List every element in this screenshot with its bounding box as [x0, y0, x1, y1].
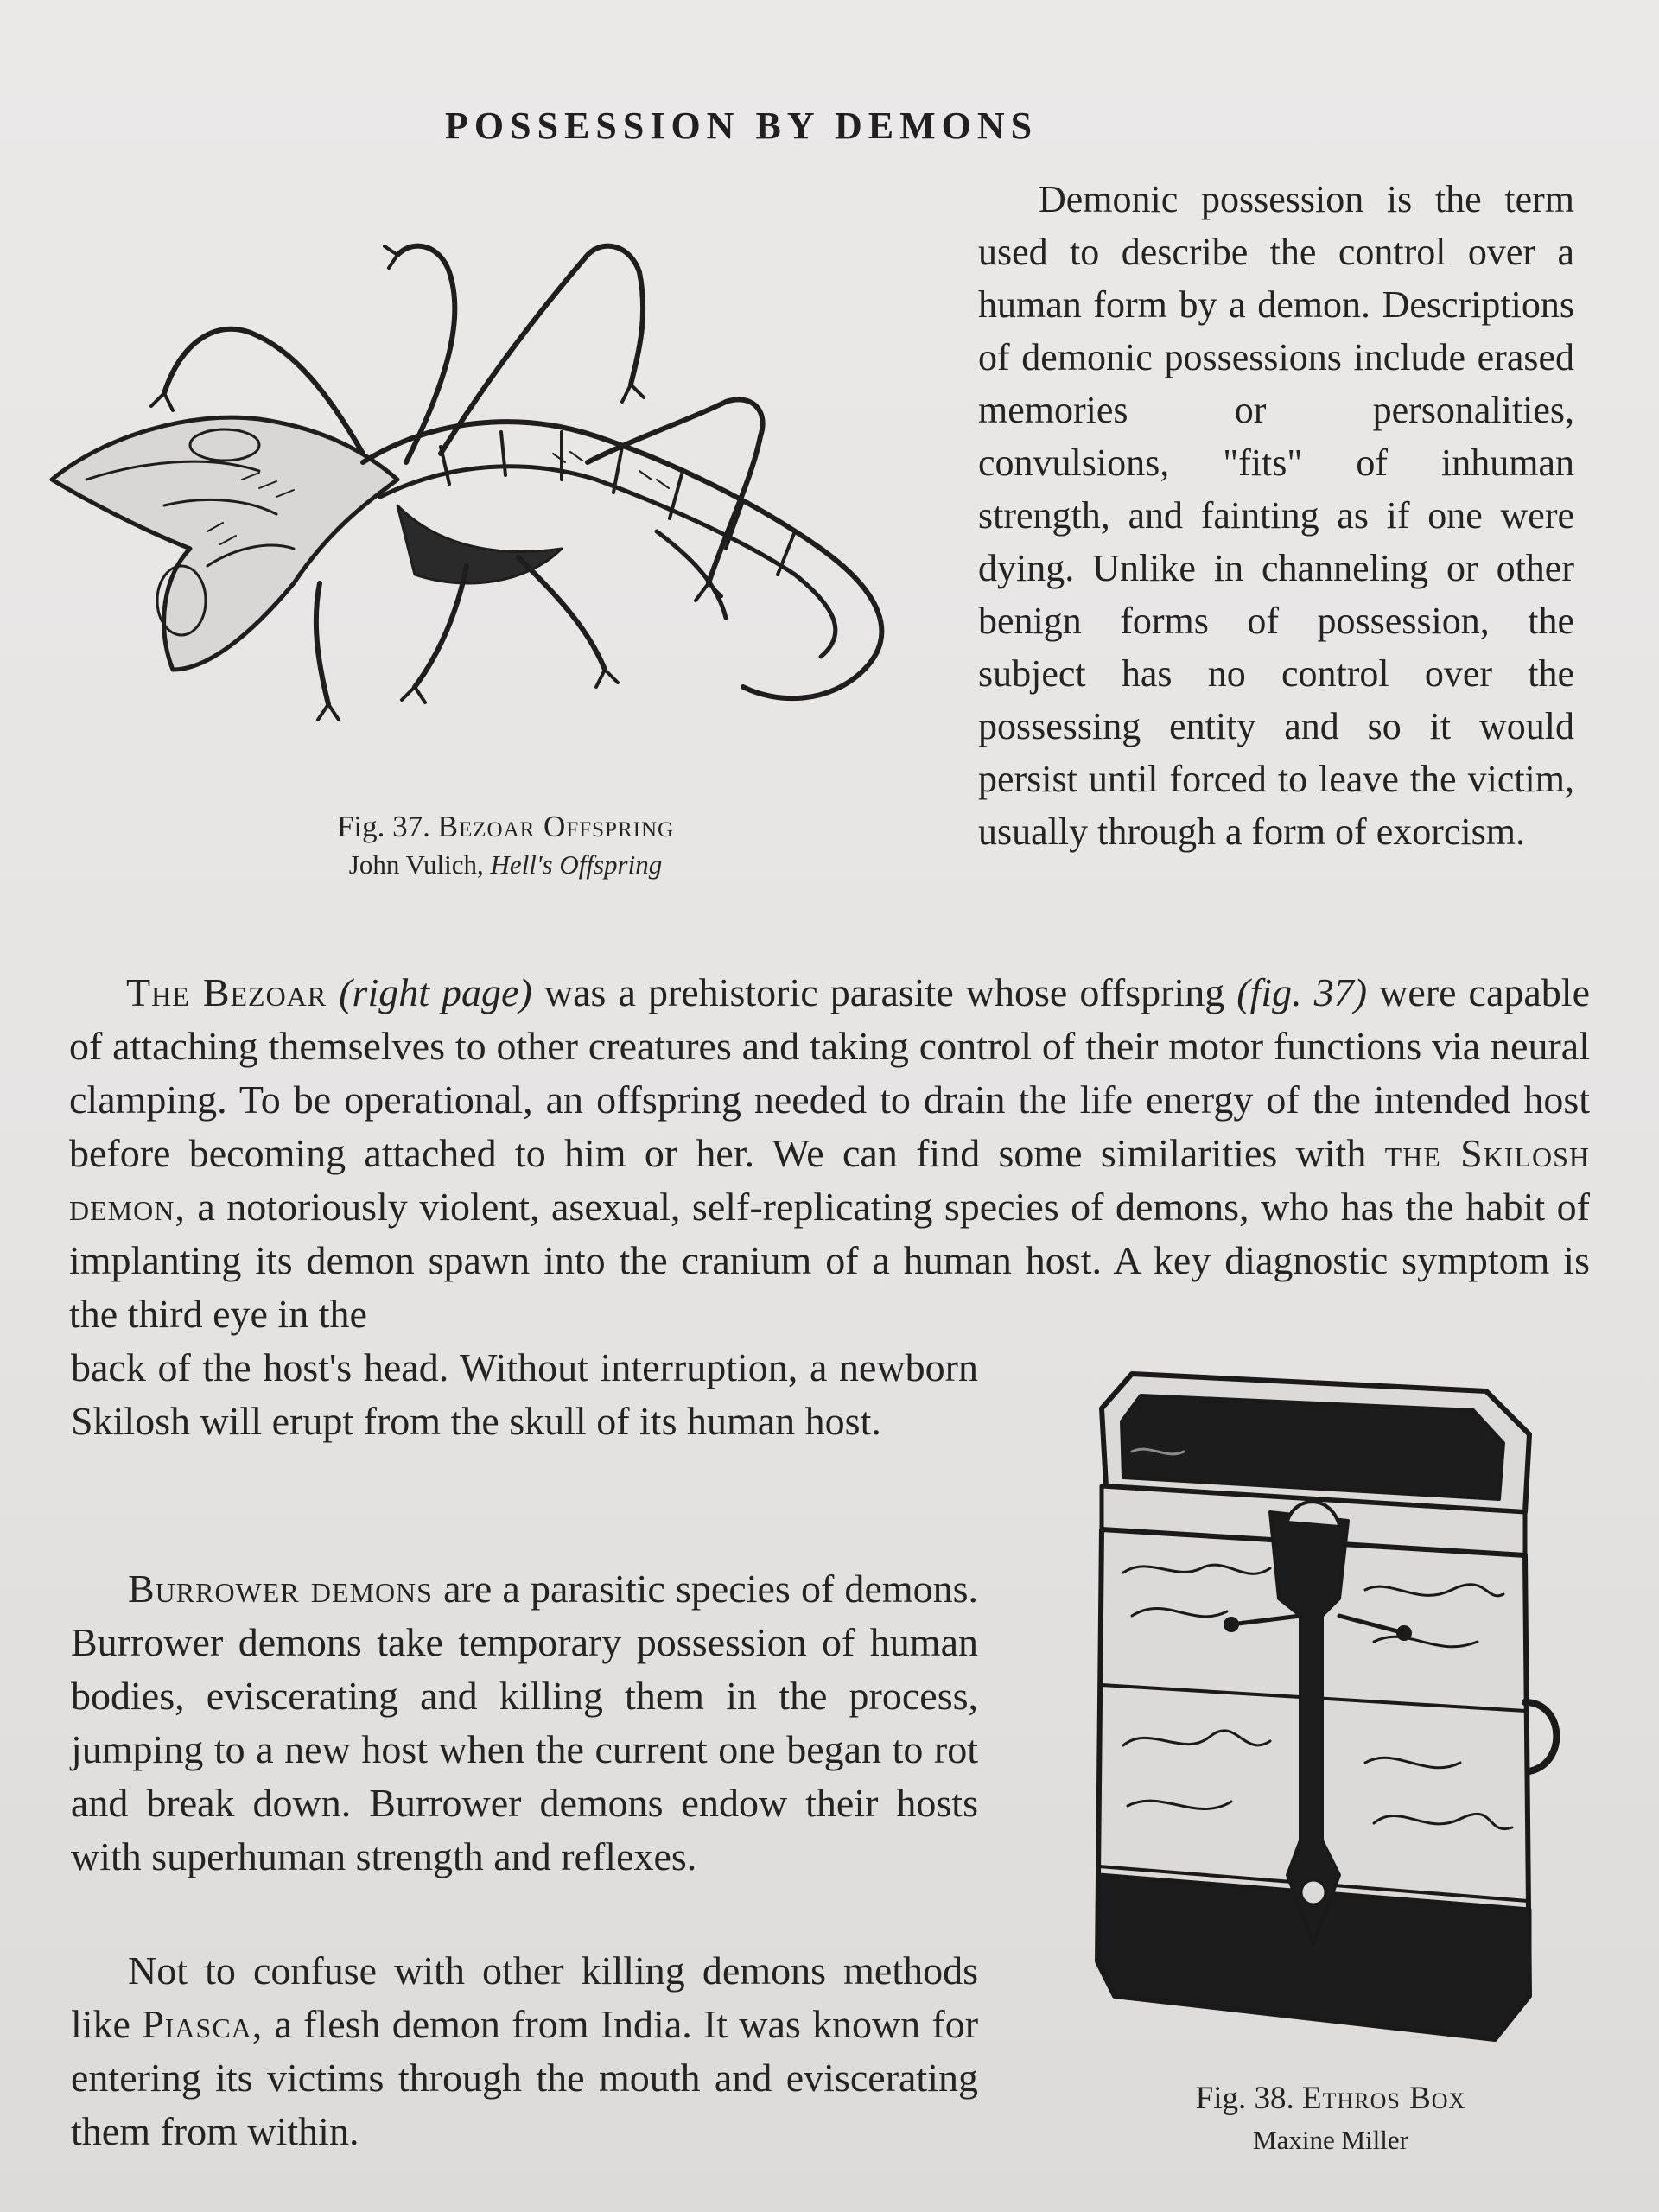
burrower-text: are a parasitic species of demons. Burrower demons take temporary possession of human bodies, eviscerating and killing them in the process, jumping to a new host when the current one began to rot and break down. Burrower demons endow their hosts with superhuman strength and reflexes.: [71, 1567, 979, 1878]
figure-37-credit: [259, 846, 752, 884]
bezoar-text-b: were capable of attaching themselves to other creatures and taking control of their motor functions via neural clamping. To be operational, an offspring needed to drain the life energy of the intended host before becoming attached to him or her. We can find some similarities with: [69, 970, 1590, 1175]
bezoar-text-c: a notoriously violent, asexual, self-replicating species of demons, who has the habit of implanting its demon spawn into the cranium of a human host. A key diagnostic symptom is the third eye in the: [69, 1185, 1590, 1336]
bezoar-paragraph: [69, 966, 1590, 1341]
skilosh-paragraph-continued: back of the host's head. Without interruption, a newborn Skilosh will erupt from the skull of its human host.: [71, 1345, 978, 1443]
piasca-text-b: a flesh demon from India. It was known for entering its victims through the mouth and eviscerating them from within.: [71, 2002, 979, 2153]
figure-38-title: Ethros Box: [1302, 2081, 1466, 2116]
piasca-paragraph: [71, 1944, 978, 2158]
figure-38-credit: Maxine Miller: [1253, 2125, 1408, 2155]
figure-37-credit-author: John Vulich,: [348, 849, 484, 880]
figure-37-title: Bezoar Offspring: [437, 810, 675, 843]
bezoar-offspring-illustration: [35, 220, 950, 773]
burrower-paragraph: [71, 1562, 978, 1884]
piasca-term: Piasca,: [142, 2002, 264, 2046]
piasca-text-a: Not to confuse with other killing demons methods like: [71, 1948, 978, 2046]
bezoar-term: The Bezoar: [126, 970, 327, 1014]
right-page-reference: (right page): [339, 970, 532, 1014]
bezoar-text-a: was a prehistoric parasite whose offspring: [543, 970, 1225, 1014]
figure-38-caption: [1141, 2078, 1521, 2161]
skilosh-term: the Skilosh demon,: [69, 1131, 1591, 1229]
burrower-term: Burrower demons: [128, 1567, 433, 1611]
fig-37-reference: (fig. 37): [1236, 970, 1368, 1014]
intro-paragraph: Demonic possession is the term used to describe the control over a human form by a demon. Descriptions of demonic possessions include erased memories or personalities, convulsions, "fits" of inhuman strength, and fainting as if one were dying. Unlike in channeling or other benign forms of possession, the subject has no control over the possessing entity and so it would persist until forced to leave the victim, usually through a form of exorcism.: [978, 178, 1574, 853]
figure-38-label: Fig. 38.: [1195, 2081, 1294, 2116]
figure-37-caption: [259, 808, 752, 884]
page-title: POSSESSION BY DEMONS: [445, 105, 1039, 147]
figure-37-label: Fig. 37.: [336, 810, 430, 843]
figure-37-credit-work: Hell's Offspring: [490, 849, 663, 880]
ethros-box-illustration: [1080, 1357, 1564, 2056]
